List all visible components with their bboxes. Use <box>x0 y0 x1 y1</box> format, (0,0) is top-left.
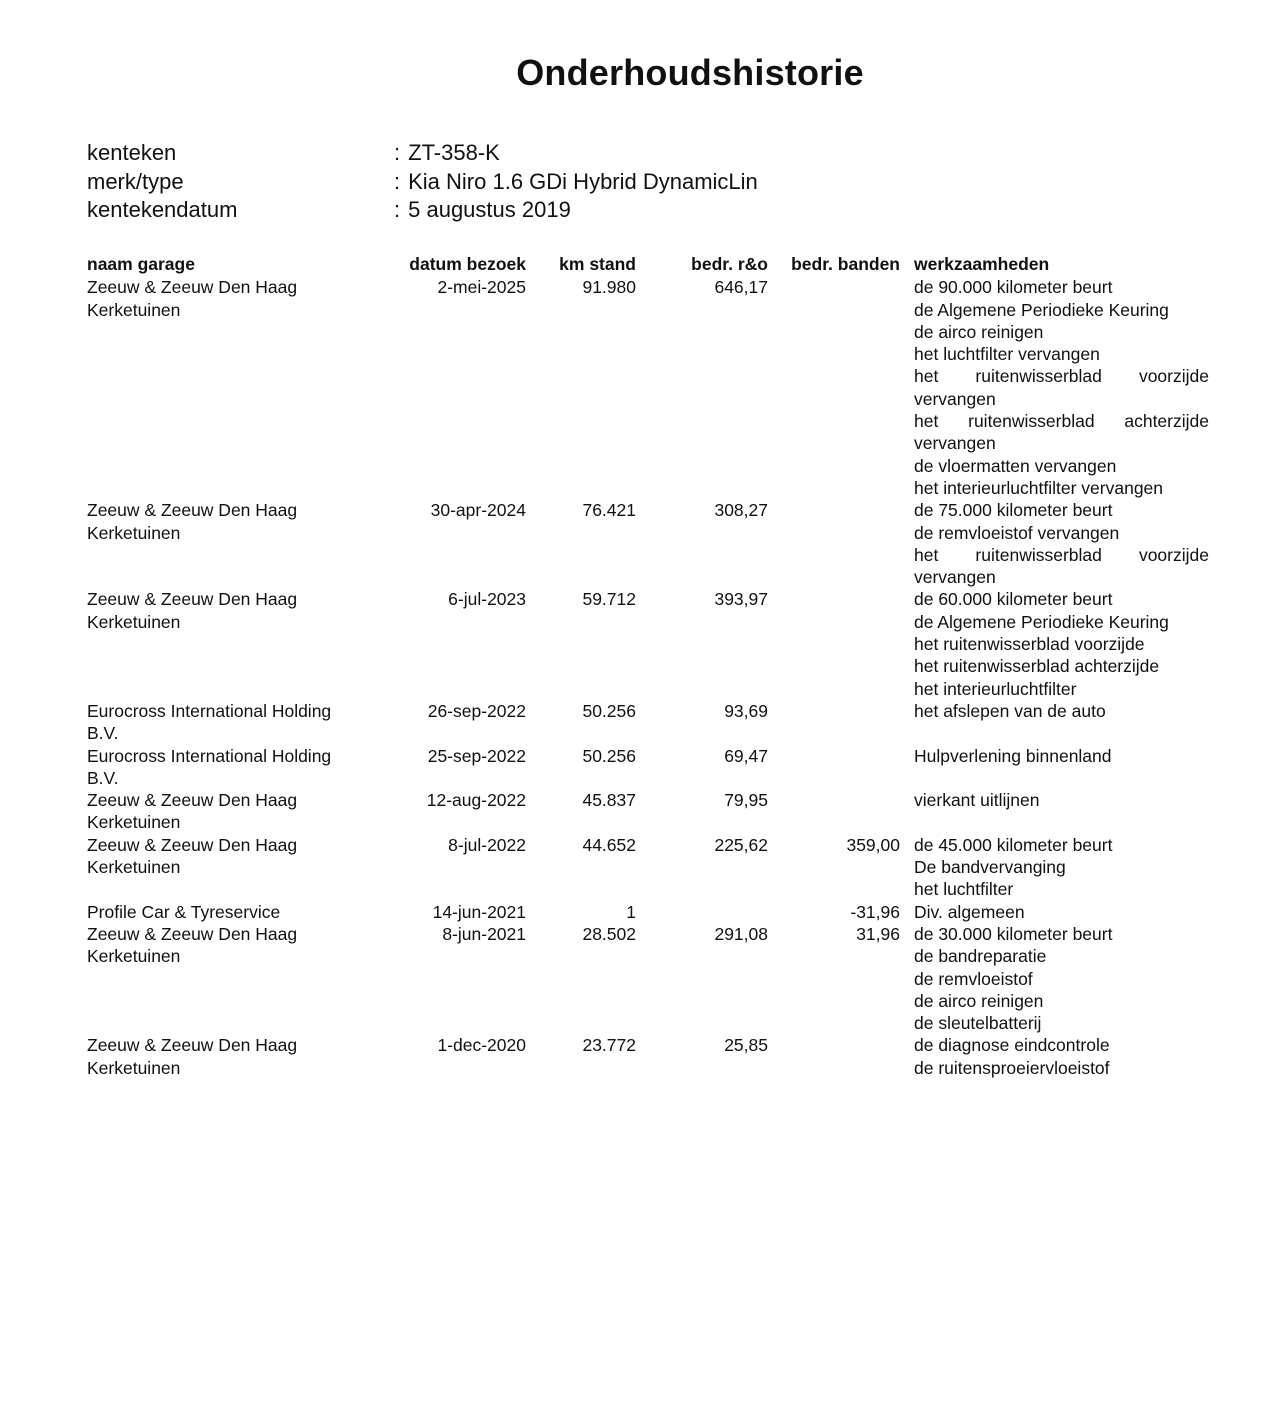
column-header-garage: naam garage <box>87 254 195 274</box>
table-body <box>87 276 1209 1079</box>
garage-cell <box>87 276 377 499</box>
garage-name-line: Zeeuw & Zeeuw Den Haag <box>87 834 298 855</box>
garage-name-line: Kerketuinen <box>87 946 181 967</box>
work-item: de 30.000 kilometer beurt <box>914 923 1113 944</box>
banden-amount-cell: 359,00 <box>846 834 900 855</box>
table-header-row <box>87 253 1209 276</box>
date-cell: 30-apr-2024 <box>430 500 526 521</box>
table-row <box>87 834 1209 901</box>
km-cell: 50.256 <box>582 745 636 766</box>
garage-name-line: Zeeuw & Zeeuw Den Haag <box>87 790 298 811</box>
km-cell: 23.772 <box>582 1035 636 1056</box>
work-item: het luchtfilter vervangen <box>914 344 1100 365</box>
garage-name-line: Zeeuw & Zeeuw Den Haag <box>87 923 298 944</box>
kenteken-value: ZT-358-K <box>408 140 500 165</box>
garage-cell <box>87 499 377 588</box>
garage-name-line: Kerketuinen <box>87 857 181 878</box>
banden-amount-cell <box>768 789 900 834</box>
page-title: Onderhoudshistorie <box>516 52 864 93</box>
banden-amount-cell <box>768 499 900 588</box>
garage-name-line: Kerketuinen <box>87 522 181 543</box>
table-row <box>87 700 1209 745</box>
banden-amount-cell <box>768 700 900 745</box>
garage-name-line: B.V. <box>87 723 119 744</box>
column-header-werk: werkzaamheden <box>914 254 1050 274</box>
ro-amount-cell: 393,97 <box>714 589 768 610</box>
work-cell <box>900 588 1209 699</box>
garage-cell <box>87 745 377 790</box>
banden-amount-cell <box>768 588 900 699</box>
work-item: het ruitenwisserblad achterzijde <box>914 656 1160 677</box>
km-cell: 28.502 <box>582 923 636 944</box>
work-cell <box>900 499 1209 588</box>
work-item: de diagnose eindcontrole <box>914 1035 1110 1056</box>
date-cell: 1-dec-2020 <box>437 1035 526 1056</box>
work-item: de sleutelbatterij <box>914 1013 1042 1034</box>
ro-amount-cell: 291,08 <box>714 923 768 944</box>
column-header-date: datum bezoek <box>409 254 526 274</box>
work-item: de Algemene Periodieke Keuring <box>914 611 1169 632</box>
work-item: de airco reinigen <box>914 321 1044 342</box>
work-cell <box>900 745 1209 790</box>
work-item: het ruitenwisserblad achterzijde vervangen <box>914 411 1209 454</box>
table-row <box>87 901 1209 923</box>
garage-name-line: Zeeuw & Zeeuw Den Haag <box>87 1035 298 1056</box>
maintenance-history-table <box>87 253 1209 1079</box>
garage-name-line: Zeeuw & Zeeuw Den Haag <box>87 500 298 521</box>
work-cell <box>900 923 1209 1034</box>
km-cell: 59.712 <box>582 589 636 610</box>
table-row <box>87 923 1209 1034</box>
km-cell: 44.652 <box>582 834 636 855</box>
garage-name-line: Eurocross International Holding <box>87 745 332 766</box>
work-item: vierkant uitlijnen <box>914 790 1040 811</box>
work-cell <box>900 276 1209 499</box>
date-cell: 8-jul-2022 <box>448 834 526 855</box>
colon-separator: : <box>394 197 401 222</box>
work-item: de 45.000 kilometer beurt <box>914 834 1113 855</box>
work-item: het ruitenwisserblad voorzijde vervangen <box>914 544 1209 588</box>
work-item: de Algemene Periodieke Keuring <box>914 299 1169 320</box>
garage-name-line: B.V. <box>87 767 119 788</box>
work-item: de 90.000 kilometer beurt <box>914 277 1113 298</box>
km-cell: 1 <box>626 901 636 922</box>
table-row <box>87 789 1209 834</box>
ro-amount-cell: 646,17 <box>714 277 768 298</box>
work-item: de ruitensproeiervloeistof <box>914 1057 1110 1078</box>
merktype-value: Kia Niro 1.6 GDi Hybrid DynamicLin <box>408 168 758 194</box>
ro-amount-cell <box>636 901 768 923</box>
date-cell: 25-sep-2022 <box>427 745 526 766</box>
work-item: de remvloeistof <box>914 968 1033 989</box>
km-cell: 50.256 <box>582 700 636 721</box>
banden-amount-cell: 31,96 <box>856 923 900 944</box>
work-cell <box>900 700 1209 745</box>
table-row <box>87 1034 1209 1079</box>
ro-amount-cell: 69,47 <box>724 745 768 766</box>
ro-amount-cell: 308,27 <box>714 500 768 521</box>
banden-amount-cell: -31,96 <box>850 901 900 922</box>
ro-amount-cell: 93,69 <box>724 700 768 721</box>
date-cell: 14-jun-2021 <box>432 901 526 922</box>
table-row <box>87 499 1209 588</box>
work-item: het afslepen van de auto <box>914 700 1106 721</box>
date-cell: 2-mei-2025 <box>437 277 526 298</box>
work-cell <box>900 834 1209 901</box>
ro-amount-cell: 79,95 <box>724 790 768 811</box>
garage-cell <box>87 923 377 1034</box>
garage-name-line: Profile Car & Tyreservice <box>87 901 281 922</box>
garage-cell <box>87 588 377 699</box>
work-item: het luchtfilter <box>914 879 1014 900</box>
work-item: de 60.000 kilometer beurt <box>914 589 1113 610</box>
garage-name-line: Zeeuw & Zeeuw Den Haag <box>87 589 298 610</box>
work-cell <box>900 901 1209 923</box>
date-cell: 8-jun-2021 <box>442 923 526 944</box>
garage-name-line: Kerketuinen <box>87 299 181 320</box>
ro-amount-cell: 225,62 <box>714 834 768 855</box>
work-cell <box>900 1034 1209 1079</box>
work-item: het ruitenwisserblad voorzijde <box>914 634 1145 655</box>
colon-separator: : <box>394 140 401 165</box>
work-item: de remvloeistof vervangen <box>914 522 1120 543</box>
colon-separator: : <box>394 168 401 194</box>
date-cell: 6-jul-2023 <box>448 589 526 610</box>
work-cell <box>900 789 1209 834</box>
table-row <box>87 588 1209 699</box>
km-cell: 91.980 <box>582 277 636 298</box>
banden-amount-cell <box>768 745 900 790</box>
km-cell: 76.421 <box>582 500 636 521</box>
banden-amount-cell <box>768 276 900 499</box>
garage-name-line: Eurocross International Holding <box>87 700 332 721</box>
ro-amount-cell: 25,85 <box>724 1035 768 1056</box>
column-header-ro: bedr. r&o <box>691 254 768 274</box>
merktype-label: merk/type <box>87 168 184 194</box>
garage-name-line: Kerketuinen <box>87 812 181 833</box>
garage-name-line: Kerketuinen <box>87 611 181 632</box>
kentekendatum-label: kentekendatum <box>87 197 238 222</box>
garage-cell <box>87 901 377 923</box>
garage-name-line: Zeeuw & Zeeuw Den Haag <box>87 277 298 298</box>
garage-cell <box>87 834 377 901</box>
date-cell: 12-aug-2022 <box>426 790 526 811</box>
km-cell: 45.837 <box>582 790 636 811</box>
work-item: het interieurluchtfilter vervangen <box>914 477 1164 498</box>
garage-cell <box>87 789 377 834</box>
work-item: het ruitenwisserblad voorzijde vervangen <box>914 366 1209 409</box>
garage-name-line: Kerketuinen <box>87 1057 181 1078</box>
column-header-banden: bedr. banden <box>791 254 900 274</box>
garage-cell <box>87 700 377 745</box>
table-row <box>87 745 1209 790</box>
table-row <box>87 276 1209 499</box>
work-item: de vloermatten vervangen <box>914 455 1117 476</box>
work-item: het interieurluchtfilter <box>914 678 1077 699</box>
column-header-km: km stand <box>559 254 636 274</box>
work-item: Hulpverlening binnenland <box>914 745 1112 766</box>
garage-cell <box>87 1034 377 1079</box>
work-item: Div. algemeen <box>914 901 1025 922</box>
date-cell: 26-sep-2022 <box>427 700 526 721</box>
kenteken-label: kenteken <box>87 140 177 165</box>
kentekendatum-value: 5 augustus 2019 <box>408 197 571 222</box>
banden-amount-cell <box>768 1034 900 1079</box>
work-item: de airco reinigen <box>914 990 1044 1011</box>
work-item: de 75.000 kilometer beurt <box>914 500 1113 521</box>
work-item: de bandreparatie <box>914 946 1047 967</box>
work-item: De bandvervanging <box>914 857 1066 878</box>
